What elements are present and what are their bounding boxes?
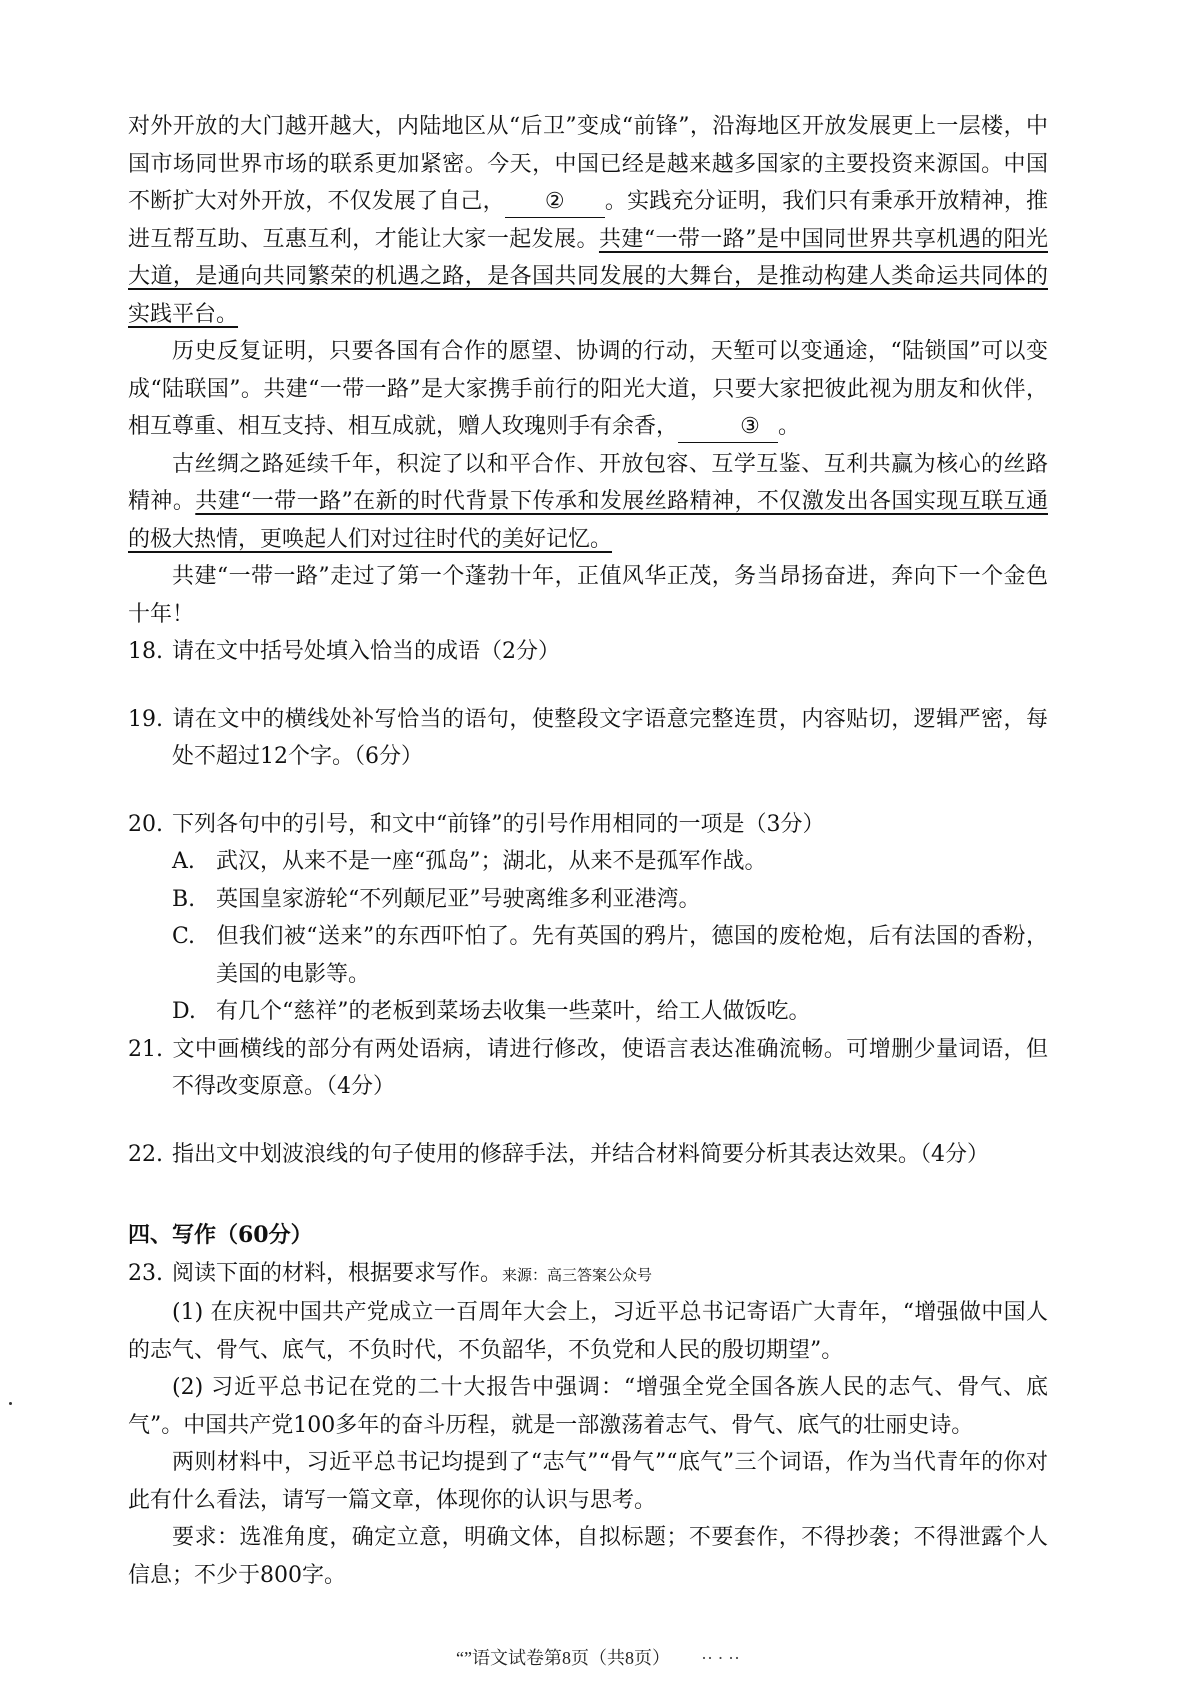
passage-text: 。 xyxy=(778,414,801,439)
passage-text: 古丝绸之路延续千年，积淀了以和平合作、开放包容、互学互鉴、互利共赢为核心的丝路精神。 xyxy=(128,451,1048,514)
source-note: 来源：高三答案公众号 xyxy=(502,1266,653,1284)
option-b xyxy=(128,881,1048,919)
question-text: 请在文中括号处填入恰当的成语（2分） xyxy=(172,639,560,664)
option-letter: D. xyxy=(172,999,196,1024)
option-a xyxy=(128,843,1048,881)
question-number: 21. xyxy=(128,1036,163,1062)
question-number: 20. xyxy=(128,811,163,837)
question-20 xyxy=(128,806,1048,844)
answer-space xyxy=(128,776,1048,806)
question-number: 22. xyxy=(128,1141,163,1167)
footer-marks: ·· · ·· xyxy=(700,1648,740,1668)
option-text: 武汉，从来不是一座“孤岛”；湖北，从来不是孤军作战。 xyxy=(216,849,767,874)
option-text: 但我们被“送来”的东西吓怕了。先有英国的鸦片，德国的废枪炮，后有法国的香粉，美国的电影等。 xyxy=(216,924,1048,987)
page-footer xyxy=(456,1644,946,1670)
question-text: 下列各句中的引号，和文中“前锋”的引号作用相同的一项是（3分） xyxy=(172,811,825,837)
material-2: (2) 习近平总书记在党的二十大报告中强调：“增强全党全国各族人民的志气、骨气、底气”。中国共产党100多年的奋斗历程，就是一部激荡着志气、骨气、底气的壮丽史诗。 xyxy=(128,1375,1048,1438)
question-number: 19. xyxy=(128,706,163,732)
question-number: 18. xyxy=(128,639,163,664)
passage-paragraph-4: 共建“一带一路”走过了第一个蓬勃十年，正值风华正茂，务当昂扬奋进，奔向下一个金色十年！ xyxy=(128,564,1048,627)
option-text: 英国皇家游轮“不列颠尼亚”号驶离维多利亚港湾。 xyxy=(216,886,701,912)
answer-space xyxy=(128,671,1048,701)
question-19 xyxy=(128,701,1048,776)
passage-paragraph-1 xyxy=(128,108,1048,333)
question-number: 23. xyxy=(128,1260,163,1286)
question-text: 阅读下面的材料，根据要求写作。 xyxy=(172,1260,503,1286)
writing-prompt: 两则材料中，习近平总书记均提到了“志气”“骨气”“底气”三个词语，作为当代青年的你对此有什么看法，请写一篇文章，体现你的认识与思考。 xyxy=(128,1450,1048,1513)
margin-dot xyxy=(9,1402,12,1405)
passage-text: 历史反复证明，只要各国有合作的愿望、协调的行动，天堑可以变通途，“陆锁国”可以变成“陆联国”。共建“一带一路”是大家携手前行的阳光大道，只要大家把彼此视为朋友和伙伴，相互尊重、相互支持、相互成就，赠人玫瑰则手有余香， xyxy=(128,339,1048,439)
question-21 xyxy=(128,1031,1048,1106)
passage-text: 。实践充分证明，我们只有秉承开放精神，推进互帮互助、互惠互利，才能让大家一起发展。 xyxy=(128,189,1048,252)
underlined-sentence-1: 共建“一带一路”是中国同世界共享机遇的阳光大道，是通向共同繁荣的机遇之路，是各国共同发展的大舞台，是推动构建人类命运共同体的实践平台。 xyxy=(128,226,1048,327)
question-22 xyxy=(128,1136,1048,1174)
answer-blank-2: ② xyxy=(505,187,605,218)
answer-space xyxy=(128,1106,1048,1136)
question-23 xyxy=(128,1255,1048,1295)
option-letter: B. xyxy=(172,886,196,912)
option-d xyxy=(128,993,1048,1031)
page-content xyxy=(128,108,1048,1594)
passage-text: 对外开放的大门越开越大，内陆地区从“后卫”变成“前锋”，沿海地区开放发展更上一层楼，中国市场同世界市场的联系更加紧密。今天，中国已经是越来越多国家的主要投资来源国。中国不断扩大对外开放，不仅发展了自己， xyxy=(128,114,1048,214)
option-text: 有几个“慈祥”的老板到菜场去收集一些菜叶，给工人做饭吃。 xyxy=(216,999,811,1024)
question-18 xyxy=(128,633,1048,671)
footer-page-number: “”语文试卷第8页（共8页） xyxy=(456,1648,661,1668)
question-text: 文中画横线的部分有两处语病，请进行修改，使语言表达准确流畅。可增删少量词语，但不得改变原意。（4分） xyxy=(172,1036,1048,1099)
answer-space xyxy=(128,1173,1048,1217)
writing-requirements: 要求：选准角度，确定立意，明确文体，自拟标题；不要套作，不得抄袭；不得泄露个人信息；不少于800字。 xyxy=(128,1525,1048,1588)
option-letter: A. xyxy=(172,849,195,874)
question-text: 指出文中划波浪线的句子使用的修辞手法，并结合材料简要分析其表达效果。（4分） xyxy=(172,1141,989,1167)
option-c xyxy=(128,918,1048,993)
material-1: (1) 在庆祝中国共产党成立一百周年大会上，习近平总书记寄语广大青年，“增强做中国人的志气、骨气、底气，不负时代，不负韶华，不负党和人民的殷切期望”。 xyxy=(128,1300,1048,1363)
passage-paragraph-3 xyxy=(128,446,1048,559)
section-title-writing: 四、写作（60分） xyxy=(128,1222,313,1248)
option-letter: C. xyxy=(172,924,196,949)
underlined-sentence-2: 共建“一带一路”在新的时代背景下传承和发展丝路精神，不仅激发出各国实现互联互通的极大热情，更唤起人们对过往时代的美好记忆。 xyxy=(128,489,1048,552)
answer-blank-3: ③ xyxy=(678,412,778,443)
question-text: 请在文中的横线处补写恰当的语句，使整段文字语意完整连贯，内容贴切，逻辑严密，每处不超过12个字。（6分） xyxy=(172,706,1048,769)
passage-paragraph-2 xyxy=(128,333,1048,446)
